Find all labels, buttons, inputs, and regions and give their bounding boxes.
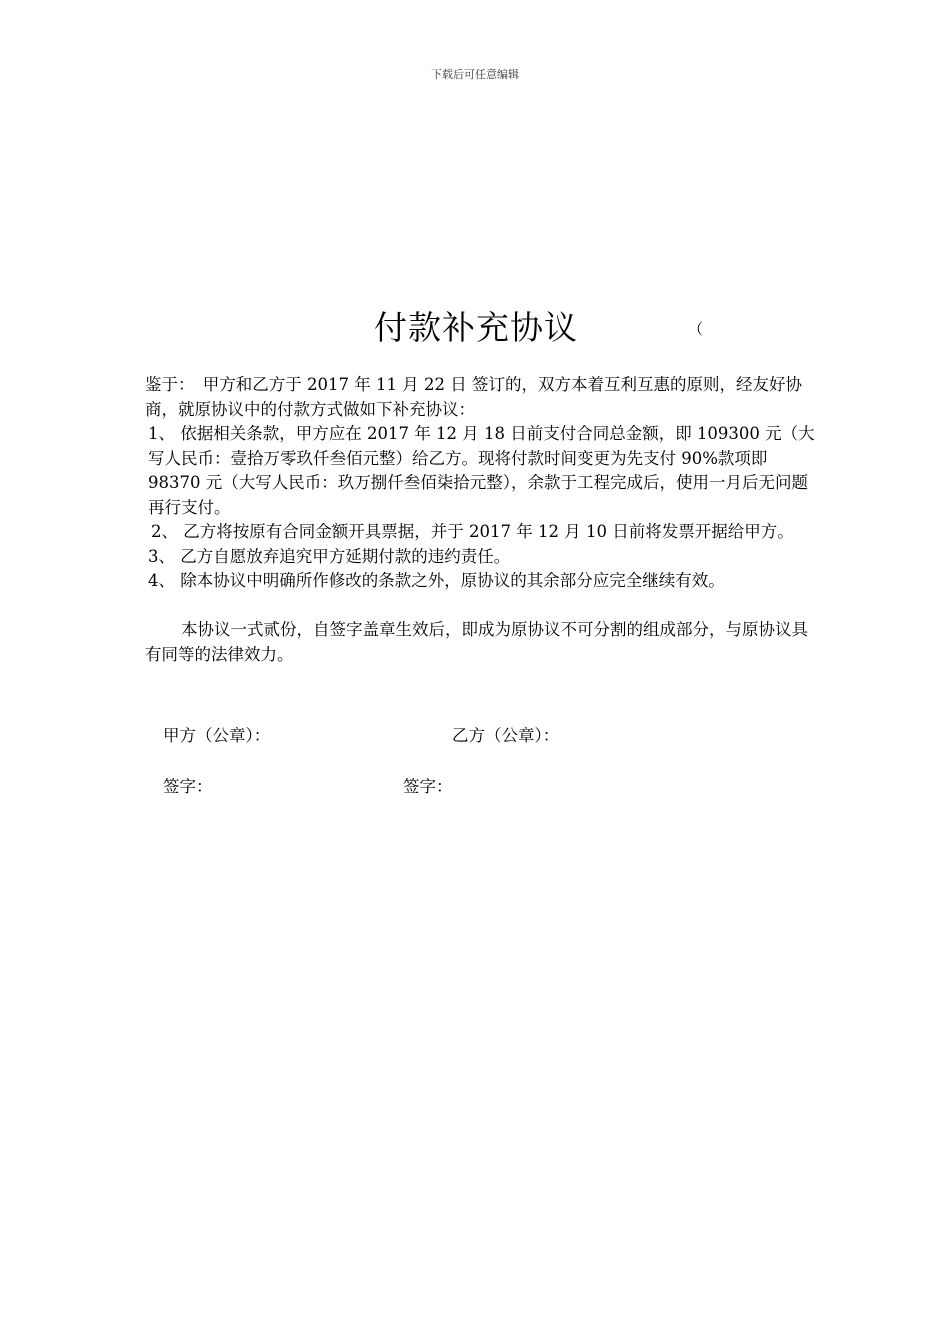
clause-3: 3、 乙方自愿放弃追究甲方延期付款的违约责任。 [148,546,511,566]
clause-2: 2、 乙方将按原有合同金额开具票据，并于 2017 年 12 月 10 日前将发票开据给甲方。 [151,522,794,541]
paragraph-spacer [145,594,817,619]
party-b-seal-label: 乙方（公章）： [452,726,560,745]
document-body [145,373,817,667]
party-a-seal-label: 甲方（公章）： [163,726,271,745]
party-a-sign-label: 签字： [163,777,213,796]
document-title: 付款补充协议 [374,308,578,347]
title-trailing-mark: （ [688,320,704,338]
clause-4: 4、 除本协议中明确所作修改的条款之外，原协议的其余部分应完全继续有效。 [148,571,725,590]
clause-1: 1、 依据相关条款，甲方应在 2017 年 12 月 18 日前支付合同总金额，即 109300 元（大写人民币：壹拾万零玖仟叁佰元整）给乙方。现将付款时间变更为先支付 90%款项即 98370 元（大写人民币：玖万捌仟叁佰柒拾元整），余款于工程完成后，使用一月后无问题再行支付。 [148,424,815,517]
closing-paragraph: 本协议一式贰份，自签字盖章生效后，即成为原协议不可分割的组成部分，与原协议具有同等的法律效力。 [145,620,808,664]
preamble-paragraph: 鉴于： 甲方和乙方于 2017 年 11 月 22 日 签订的，双方本着互利互惠的原则，经友好协商，就原协议中的付款方式做如下补充协议： [145,375,802,419]
party-b-sign-label: 签字： [403,777,453,796]
header-note: 下载后可任意编辑 [431,68,519,81]
